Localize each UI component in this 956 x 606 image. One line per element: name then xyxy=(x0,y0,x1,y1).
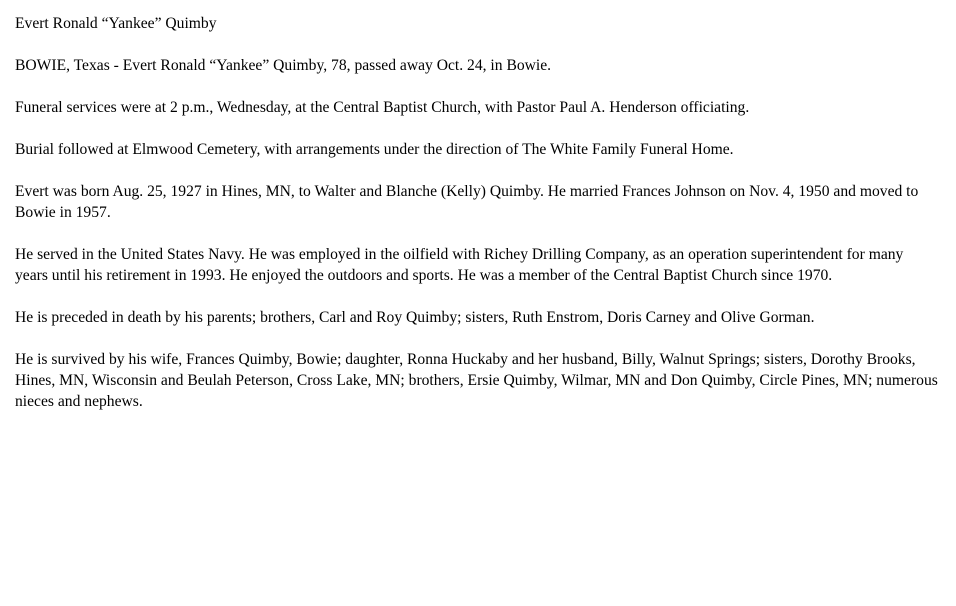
paragraph-birth-marriage: Evert was born Aug. 25, 1927 in Hines, MN, to Walter and Blanche (Kelly) Quimby. He married Frances Johnson on Nov. 4, 1950 and moved to Bowie in 1957. xyxy=(15,183,919,221)
paragraph-preceded-in-death: He is preceded in death by his parents; brothers, Carl and Roy Quimby; sisters, Ruth Enstrom, Doris Carney and Olive Gorman. xyxy=(15,309,815,326)
paragraph-funeral-services: Funeral services were at 2 p.m., Wednesday, at the Central Baptist Church, with Pastor Paul A. Henderson officiating. xyxy=(15,99,750,116)
paragraph-survivors: He is survived by his wife, Frances Quimby, Bowie; daughter, Ronna Huckaby and her husband, Billy, Walnut Springs; sisters, Dorothy Brooks, Hines, MN, Wisconsin and Beulah Peterson, Cross Lake, MN; brothers, Ersie Quimby, Wilmar, MN and Don Quimby, Circle Pines, MN; numerous nieces and nephews. xyxy=(15,351,938,410)
paragraph-burial: Burial followed at Elmwood Cemetery, with arrangements under the direction of The White Family Funeral Home. xyxy=(15,141,734,158)
paragraph-dateline: BOWIE, Texas - Evert Ronald “Yankee” Quimby, 78, passed away Oct. 24, in Bowie. xyxy=(15,57,552,74)
obituary-document xyxy=(15,13,940,433)
obituary-title: Evert Ronald “Yankee” Quimby xyxy=(15,15,217,32)
paragraph-career: He served in the United States Navy. He was employed in the oilfield with Richey Drilling Company, as an operation superintendent for many years until his retirement in 1993. He enjoyed the outdoors and sports. He was a member of the Central Baptist Church since 1970. xyxy=(15,246,904,284)
